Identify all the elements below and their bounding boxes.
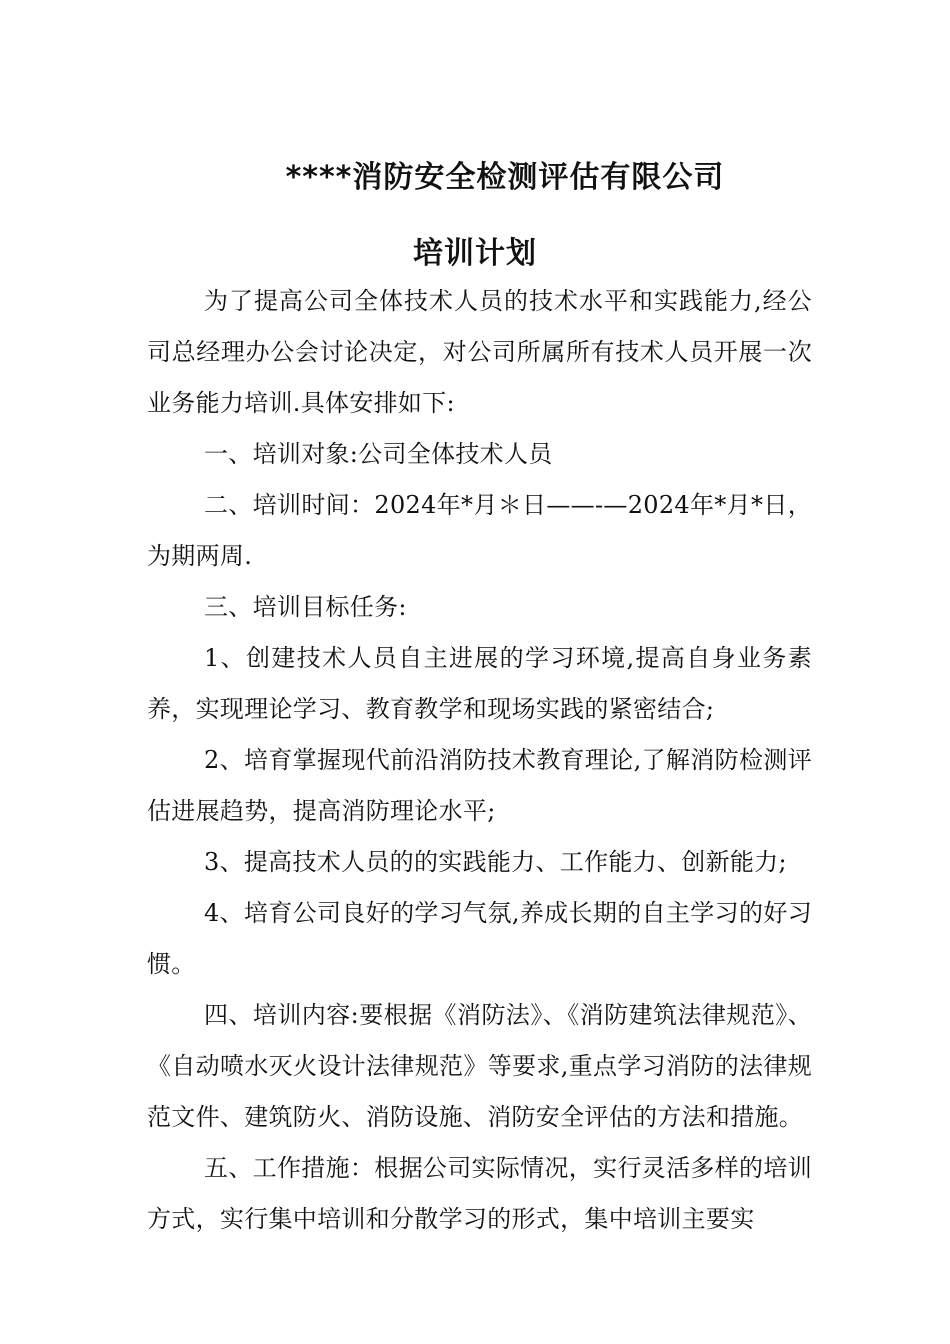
paragraph-goal-1: 1、创建技术人员自主进展的学习环境,提高自身业务素养，实现理论学习、教育教学和现场实践的紧密结合; — [147, 644, 812, 723]
paragraph-goal-4: 4、培育公司良好的学习气氛,养成长期的自主学习的好习惯。 — [147, 899, 812, 978]
document-title: 培训计划 — [413, 236, 537, 271]
paragraph-work-measures: 五、工作措施：根据公司实际情况，实行灵活多样的培训方式，实行集中培训和分散学习的形式，集中培训主要实 — [147, 1154, 812, 1233]
paragraph-training-time: 二、培训时间：2024年*月＊日——-—2024年*月*日，为期两周. — [147, 491, 812, 570]
paragraph-training-content: 四、培训内容:要根据《消防法》、《消防建筑法律规范》、《自动喷水灭火设计法律规范》等要求,重点学习消防的法律规范文件、建筑防火、消防设施、消防安全评估的方法和措施。 — [147, 1001, 812, 1131]
paragraph-goal-2: 2、培育掌握现代前沿消防技术教育理论,了解消防检测评估进展趋势，提高消防理论水平; — [147, 746, 812, 825]
paragraph-training-goals-heading: 三、培训目标任务: — [204, 593, 407, 621]
company-title: ****消防安全检测评估有限公司 — [285, 160, 725, 195]
paragraph-intro: 为了提高公司全体技术人员的技术水平和实践能力,经公司总经理办公会讨论决定，对公司所属所有技术人员开展一次业务能力培训.具体安排如下: — [147, 287, 812, 417]
paragraph-goal-3: 3、提高技术人员的的实践能力、工作能力、创新能力; — [204, 848, 787, 876]
document-body — [147, 276, 812, 1245]
paragraph-training-target: 一、培训对象:公司全体技术人员 — [204, 440, 553, 468]
